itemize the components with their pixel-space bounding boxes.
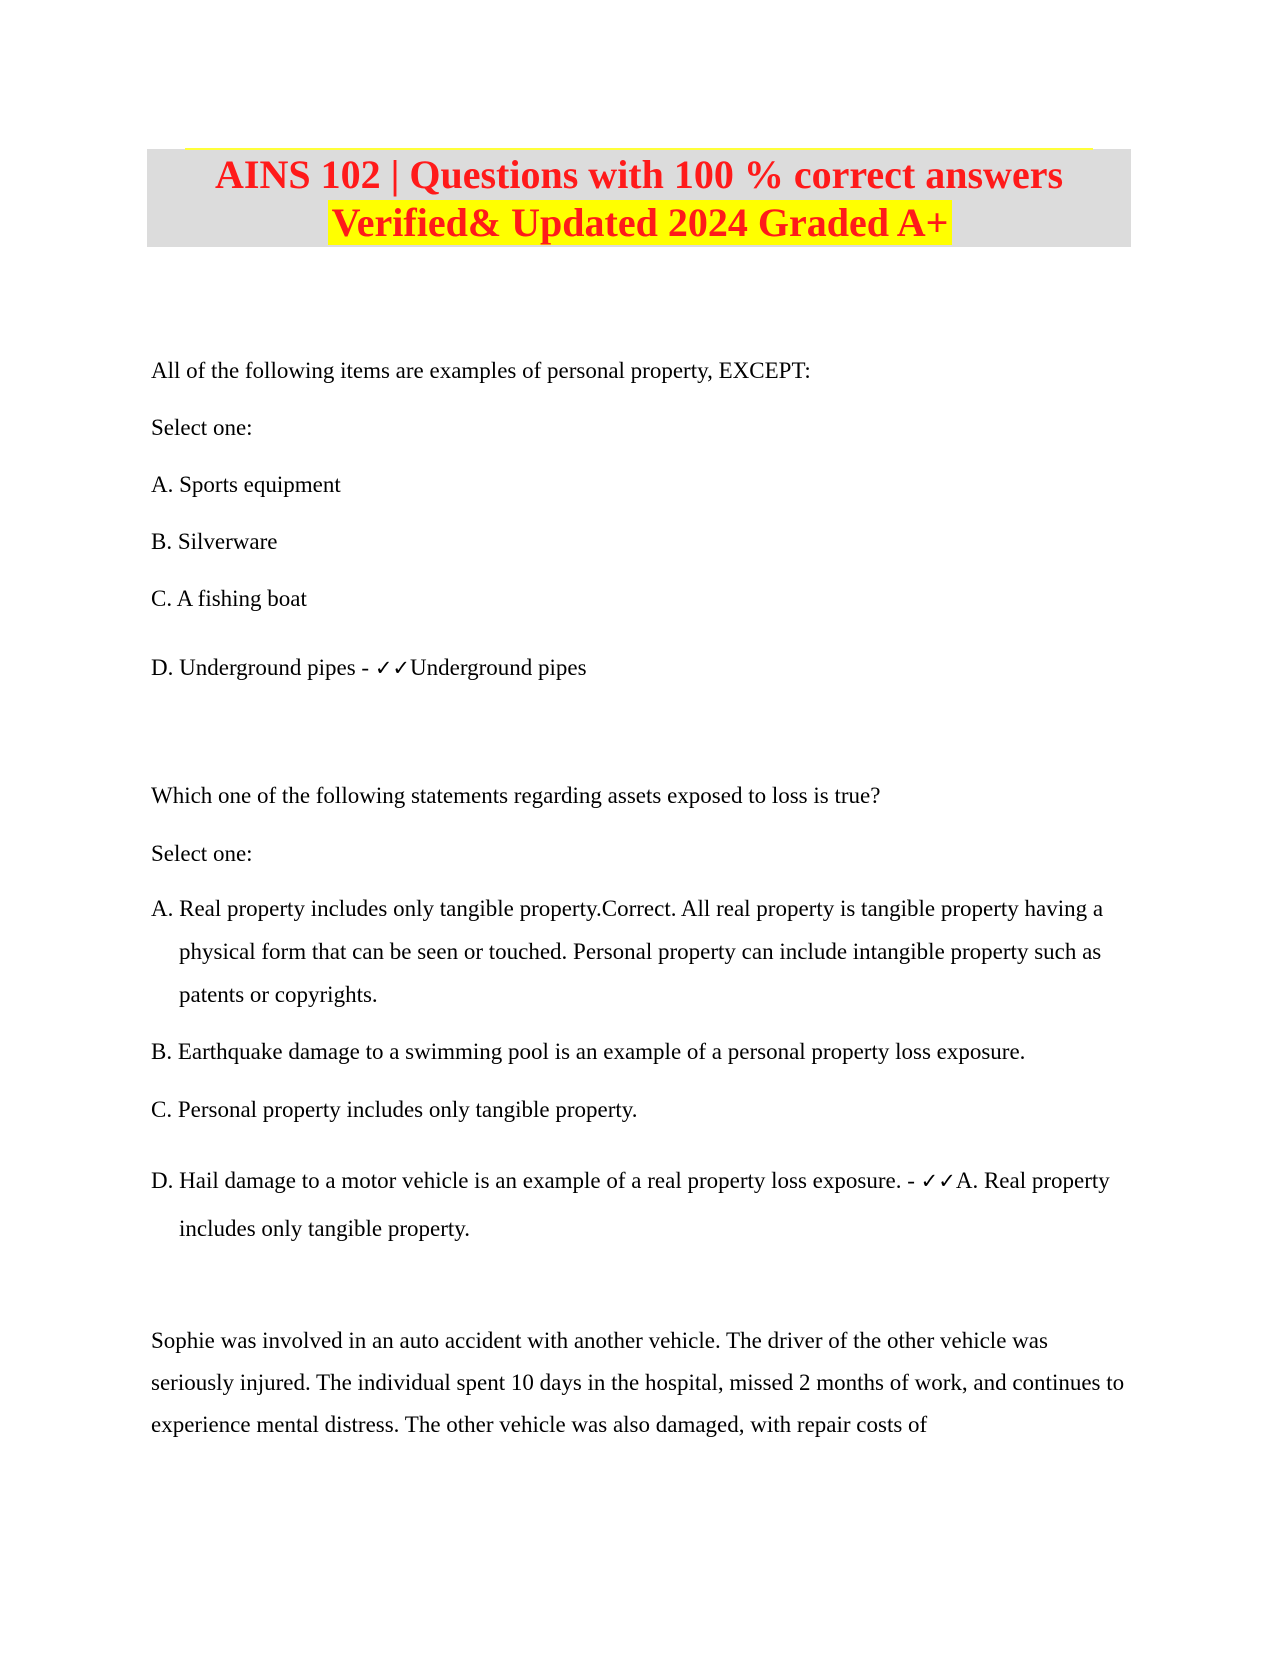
question-2-prompt: Which one of the following statements regarding assets exposed to loss is true? — [151, 783, 881, 808]
option-letter: C. — [151, 586, 173, 611]
double-check-icon: ✓✓ — [920, 1169, 956, 1193]
question-3-prompt: Sophie was involved in an auto accident with another vehicle. The driver of the other vehicle was seriously injured. The individual spent 10 days in the hospital, missed 2 months of work, and continues to experience mental distress. The other vehicle was also damaged, with repair costs of — [151, 1328, 1125, 1437]
question-2-option-c — [151, 1088, 638, 1131]
document-subtitle: Verified& Updated 2024 Graded A+ — [328, 200, 953, 245]
option-text: Silverware — [177, 529, 278, 554]
question-2-select-label: Select one: — [151, 841, 253, 866]
option-letter: A. — [151, 472, 174, 497]
question-1-option-c — [151, 577, 307, 620]
question-1-option-b — [151, 520, 277, 563]
option-text: Personal property includes only tangible property. — [177, 1097, 638, 1122]
title-line2-wrap — [0, 200, 1280, 246]
option-letter: A. — [151, 896, 174, 921]
question-2-option-a — [151, 887, 1139, 1016]
option-letter: D. — [151, 655, 174, 680]
document-title: AINS 102 | Questions with 100 % correct answers — [214, 152, 1064, 197]
question-1-select-label: Select one: — [151, 415, 253, 440]
answer-text: Underground pipes — [410, 655, 587, 680]
question-1-option-d — [151, 646, 587, 690]
title-line1-wrap — [185, 148, 1093, 202]
double-check-icon: ✓✓ — [374, 656, 411, 680]
option-letter: B. — [151, 529, 173, 554]
option-text: Earthquake damage to a swimming pool is an example of a personal property loss exposure. — [177, 1039, 1026, 1064]
question-2-option-d — [151, 1157, 1139, 1253]
question-1-option-a — [151, 463, 341, 506]
option-letter: D. — [151, 1168, 174, 1193]
option-text: Underground pipes - — [179, 655, 375, 680]
option-text: A fishing boat — [176, 586, 307, 611]
option-text: Real property includes only tangible property.Correct. All real property is tangible property having a physical form that can be seen or touched. Personal property can include intangible property such as patents or copyrights. — [179, 896, 1104, 1007]
option-letter: B. — [151, 1039, 173, 1064]
answer-text: A. Real property includes only tangible property. — [179, 1168, 1110, 1241]
option-text: Hail damage to a motor vehicle is an example of a real property loss exposure. - — [179, 1168, 921, 1193]
option-letter: C. — [151, 1097, 173, 1122]
option-text: Sports equipment — [179, 472, 341, 497]
question-1-prompt: All of the following items are examples of personal property, EXCEPT: — [151, 358, 811, 383]
question-2-option-b — [151, 1030, 1025, 1073]
